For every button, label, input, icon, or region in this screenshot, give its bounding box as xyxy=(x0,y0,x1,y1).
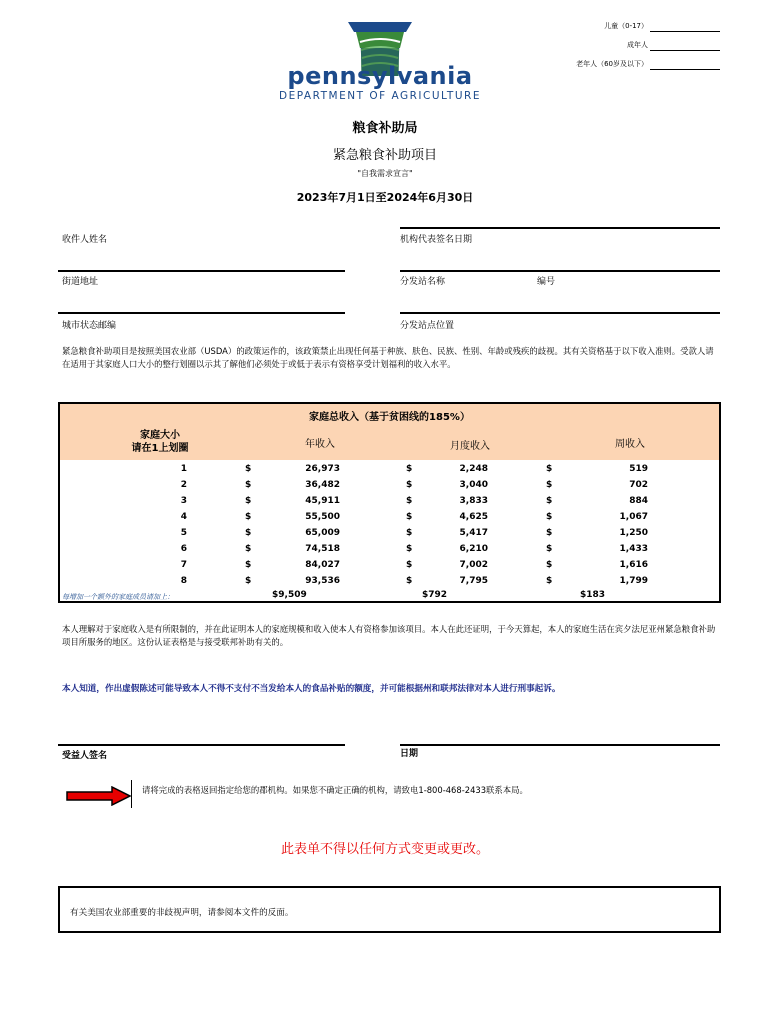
seniors-line xyxy=(650,69,720,70)
currency-symbol: $ xyxy=(245,512,252,522)
table-header xyxy=(60,404,719,460)
agency-signature-date-label: 机构代表签名日期 xyxy=(400,235,473,245)
annual-income-cell: 84,027 xyxy=(305,560,340,570)
table-row[interactable] xyxy=(60,574,719,590)
no-alteration-notice: 此表单不得以任何方式变更或更改。 xyxy=(280,842,489,857)
annual-income-header: 年收入 xyxy=(305,439,335,450)
site-number-label: 编号 xyxy=(537,277,556,287)
currency-symbol: $ xyxy=(245,496,252,506)
monthly-income-cell: 2,248 xyxy=(459,464,488,474)
household-size-cell: 6 xyxy=(180,544,187,554)
monthly-income-cell: 3,833 xyxy=(459,496,488,506)
beneficiary-signature-label: 受益人签名 xyxy=(62,751,108,761)
beneficiary-signature-line[interactable] xyxy=(58,744,345,746)
weekly-income-cell: 1,799 xyxy=(619,576,648,586)
right-arrow-icon xyxy=(66,786,132,806)
table-row[interactable] xyxy=(60,478,719,494)
site-location-line[interactable] xyxy=(400,312,720,314)
additional-member-label: 每增加一个额外的家庭成员请加上： xyxy=(62,593,174,601)
currency-symbol: $ xyxy=(406,464,413,474)
currency-symbol: $ xyxy=(546,528,553,538)
adults-line xyxy=(650,50,720,51)
currency-symbol: $ xyxy=(245,544,252,554)
monthly-income-header: 月度收入 xyxy=(450,441,490,452)
recipient-name-label: 收件人姓名 xyxy=(62,235,108,245)
currency-symbol: $ xyxy=(245,480,252,490)
distribution-site-name-label: 分发站名称 xyxy=(400,277,446,287)
annual-income-cell: 26,973 xyxy=(305,464,340,474)
children-label: 儿童（0-17） xyxy=(604,22,648,30)
table-title: 家庭总收入（基于贫困线的185%） xyxy=(309,412,470,423)
adults-label: 成年人 xyxy=(627,41,648,49)
annual-income-cell: 36,482 xyxy=(305,480,340,490)
policy-paragraph: 紧急粮食补助项目是按照美国农业部（USDA）的政策运作的，该政策禁止出现任何基于种族、肤色、民族、性别、年龄或残疾的歧视。其有关资格基于以下收入准则。受款人请在适用于其家庭人口大小的整行划圈以示其了解他们必须处于或低于表示有资格享受计划福利的收入水平。 xyxy=(62,346,714,369)
declaration-subtitle: "自我需求宣言" xyxy=(357,169,413,178)
currency-symbol: $ xyxy=(546,576,553,586)
adults-count-field[interactable] xyxy=(520,37,720,55)
weekly-income-cell: 702 xyxy=(629,480,648,490)
monthly-income-cell: 7,795 xyxy=(459,576,488,586)
table-row[interactable] xyxy=(60,494,719,510)
weekly-income-cell: 1,616 xyxy=(619,560,648,570)
monthly-income-cell: 3,040 xyxy=(459,480,488,490)
currency-symbol: $ xyxy=(406,576,413,586)
household-size-cell: 2 xyxy=(180,480,187,490)
currency-symbol: $ xyxy=(546,480,553,490)
currency-symbol: $ xyxy=(406,544,413,554)
signature-date-line[interactable] xyxy=(400,744,720,746)
annual-income-cell: 93,536 xyxy=(305,576,340,586)
income-guidelines-table xyxy=(58,402,721,603)
children-count-field[interactable] xyxy=(520,18,720,36)
nondiscrimination-note: 有关美国农业部重要的非歧视声明，请参阅本文件的反面。 xyxy=(70,908,294,918)
additional-annual: $9,509 xyxy=(272,590,307,600)
additional-weekly: $183 xyxy=(580,590,606,600)
currency-symbol: $ xyxy=(546,512,553,522)
currency-symbol: $ xyxy=(245,576,252,586)
weekly-income-cell: 519 xyxy=(629,464,648,474)
city-state-zip-line[interactable] xyxy=(58,312,345,314)
seniors-count-field[interactable] xyxy=(520,56,720,74)
annual-income-cell: 74,518 xyxy=(305,544,340,554)
table-row[interactable] xyxy=(60,526,719,542)
currency-symbol: $ xyxy=(406,480,413,490)
street-address-label: 街道地址 xyxy=(62,277,99,287)
additional-member-row xyxy=(60,589,719,603)
return-instructions: 请将完成的表格返回指定给您的郡机构。如果您不确定正确的机构，请致电1-800-468-2433联系本局。 xyxy=(142,785,528,795)
street-address-line[interactable] xyxy=(58,270,345,272)
monthly-income-cell: 4,625 xyxy=(459,512,488,522)
bureau-title: 粮食补助局 xyxy=(352,121,418,136)
household-size-header-line1: 家庭大小 xyxy=(140,430,180,441)
annual-income-cell: 45,911 xyxy=(305,496,340,506)
logo-department: DEPARTMENT OF AGRICULTURE xyxy=(279,90,481,102)
instruction-bar xyxy=(131,780,133,808)
annual-income-cell: 55,500 xyxy=(305,512,340,522)
currency-symbol: $ xyxy=(546,464,553,474)
currency-symbol: $ xyxy=(406,512,413,522)
table-row[interactable] xyxy=(60,462,719,478)
currency-symbol: $ xyxy=(245,560,252,570)
household-size-cell: 5 xyxy=(180,528,187,538)
site-location-label: 分发站点位置 xyxy=(400,321,455,331)
currency-symbol: $ xyxy=(546,560,553,570)
currency-symbol: $ xyxy=(245,528,252,538)
seniors-label: 老年人（60岁及以下） xyxy=(576,60,648,68)
currency-symbol: $ xyxy=(546,544,553,554)
household-size-header-line2: 请在1上划圈 xyxy=(131,443,189,454)
weekly-income-cell: 1,250 xyxy=(619,528,648,538)
household-size-cell: 7 xyxy=(180,560,187,570)
monthly-income-cell: 6,210 xyxy=(459,544,488,554)
period-title: 2023年7月1日至2024年6月30日 xyxy=(296,191,474,204)
weekly-income-cell: 884 xyxy=(629,496,648,506)
weekly-income-cell: 1,433 xyxy=(619,544,648,554)
household-size-header xyxy=(100,429,220,455)
annual-income-cell: 65,009 xyxy=(305,528,340,538)
household-size-cell: 1 xyxy=(180,464,187,474)
currency-symbol: $ xyxy=(406,560,413,570)
city-state-zip-label: 城市状态邮编 xyxy=(62,321,117,331)
currency-symbol: $ xyxy=(406,496,413,506)
program-title: 紧急粮食补助项目 xyxy=(332,148,437,163)
weekly-income-header: 周收入 xyxy=(615,439,645,450)
signature-date-label: 日期 xyxy=(400,749,419,759)
monthly-income-cell: 5,417 xyxy=(459,528,488,538)
weekly-income-cell: 1,067 xyxy=(619,512,648,522)
table-row[interactable] xyxy=(60,542,719,558)
currency-symbol: $ xyxy=(546,496,553,506)
certification-paragraph: 本人理解对于家庭收入是有所限制的，并在此证明本人的家庭规模和收入使本人有资格参加该项目。本人在此还证明，于今天算起，本人的家庭生活在宾夕法尼亚州紧急粮食补助项目所服务的地区。这份认证表格是与接受联邦补助有关的。 xyxy=(62,624,716,647)
nondiscrimination-box xyxy=(58,886,721,933)
currency-symbol: $ xyxy=(245,464,252,474)
table-row[interactable] xyxy=(60,558,719,574)
monthly-income-cell: 7,002 xyxy=(459,560,488,570)
additional-monthly: $792 xyxy=(422,590,448,600)
household-size-cell: 4 xyxy=(180,512,187,522)
logo-wordmark: pennsylvania xyxy=(287,62,473,90)
agency-signature-line[interactable] xyxy=(400,227,720,229)
household-size-cell: 8 xyxy=(180,576,187,586)
household-size-cell: 3 xyxy=(180,496,187,506)
distribution-site-line[interactable] xyxy=(400,270,720,272)
children-line xyxy=(650,31,720,32)
table-row[interactable] xyxy=(60,510,719,526)
currency-symbol: $ xyxy=(406,528,413,538)
false-statement-warning: 本人知道，作出虚假陈述可能导致本人不得不支付不当发给本人的食品补贴的额度，并可能根据州和联邦法律对本人进行刑事起诉。 xyxy=(62,684,561,694)
